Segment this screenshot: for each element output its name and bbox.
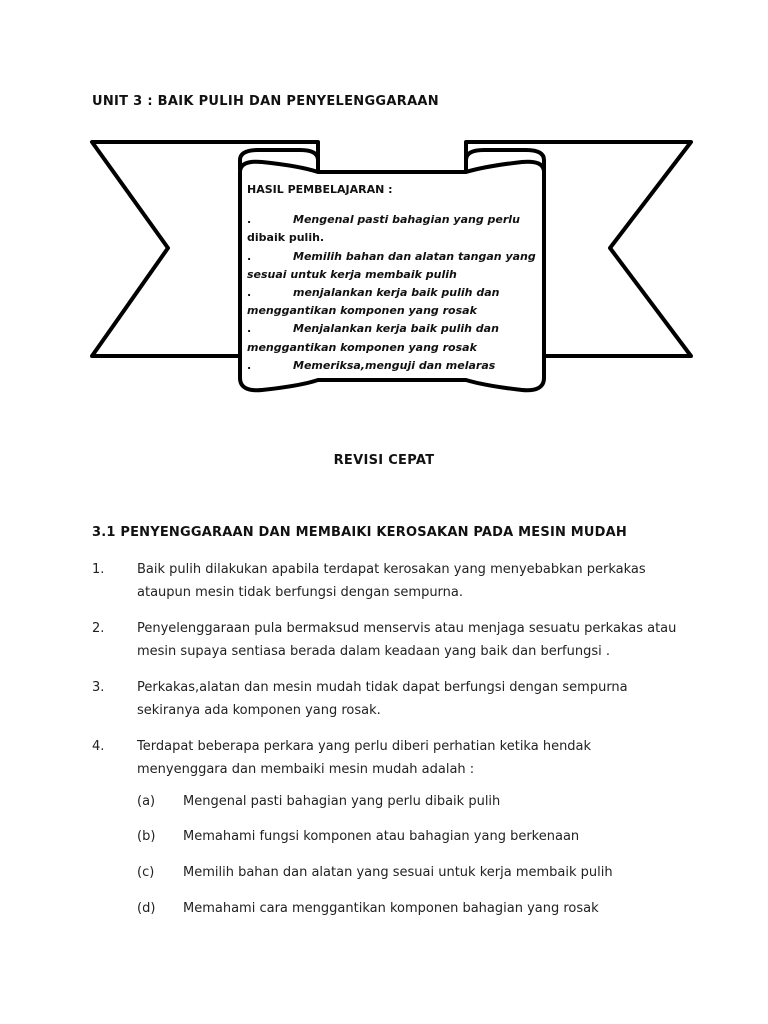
point-line: ataupun mesin tidak berfungsi dengan sempurna. xyxy=(137,585,464,600)
point-line: Terdapat beberapa perkara yang perlu diberi perhatian ketika hendak xyxy=(137,739,592,754)
bullet: . xyxy=(247,358,252,372)
point-line: Perkakas,alatan dan mesin mudah tidak dapat berfungsi dengan sempurna xyxy=(137,680,628,695)
sub-point-letter: (c) xyxy=(137,865,155,880)
point-line: menyenggara dan membaiki mesin mudah adalah : xyxy=(137,762,475,777)
unit-title: UNIT 3 : BAIK PULIH DAN PENYELENGGARAAN xyxy=(92,94,439,109)
point-number: 1. xyxy=(92,562,105,577)
sub-point-letter: (b) xyxy=(137,829,156,844)
learning-outcome-text: dibaik pulih. xyxy=(247,231,325,245)
bullet: . xyxy=(247,286,252,300)
learning-outcome-item xyxy=(247,211,537,247)
bullet: . xyxy=(247,322,252,336)
revisi-cepat-heading: REVISI CEPAT xyxy=(333,453,435,468)
learning-outcome-item xyxy=(247,357,537,375)
learning-outcomes-box xyxy=(247,181,537,375)
point-line: Penyelenggaraan pula bermaksud menservis atau menjaga sesuatu perkakas atau xyxy=(137,621,677,636)
section-heading: 3.1 PENYENGGARAAN DAN MEMBAIKI KEROSAKAN PADA MESIN MUDAH xyxy=(92,525,628,540)
learning-outcome-text: menggantikan komponen yang rosak xyxy=(247,304,477,318)
learning-outcome-text: Memilih bahan dan alatan tangan yang xyxy=(293,249,536,263)
point-line: sekiranya ada komponen yang rosak. xyxy=(137,703,381,718)
learning-outcome-item xyxy=(247,248,537,284)
learning-outcome-item xyxy=(247,284,537,320)
learning-outcome-text: Menjalankan kerja baik pulih dan xyxy=(293,322,499,336)
learning-outcome-text: menggantikan komponen yang rosak xyxy=(247,340,477,354)
learning-outcome-item xyxy=(247,320,537,356)
point-number: 4. xyxy=(92,739,105,754)
sub-point-text: Mengenal pasti bahagian yang perlu dibaik pulih xyxy=(183,794,501,809)
point-number: 3. xyxy=(92,680,105,695)
sub-point-text: Memahami cara menggantikan komponen bahagian yang rosak xyxy=(183,901,599,916)
bullet: . xyxy=(247,249,252,263)
point-line: mesin supaya sentiasa berada dalam keadaan yang baik dan berfungsi . xyxy=(137,644,611,659)
sub-point-text: Memilih bahan dan alatan yang sesuai untuk kerja membaik pulih xyxy=(183,865,613,880)
learning-outcomes-heading: HASIL PEMBELAJARAN : xyxy=(247,183,393,196)
point-text xyxy=(137,676,697,722)
learning-outcome-text: menjalankan kerja baik pulih dan xyxy=(293,286,500,300)
sub-point-letter: (d) xyxy=(137,901,156,916)
point-line: Baik pulih dilakukan apabila terdapat kerosakan yang menyebabkan perkakas xyxy=(137,562,646,577)
bullet: . xyxy=(247,213,252,227)
learning-outcome-text: Memeriksa,menguji dan melaras xyxy=(293,358,496,372)
point-text xyxy=(137,617,697,663)
point-number: 2. xyxy=(92,621,105,636)
sub-point-letter: (a) xyxy=(137,794,156,809)
learning-outcome-text: Mengenal pasti bahagian yang perlu xyxy=(293,213,520,227)
point-text xyxy=(137,735,697,781)
point-text xyxy=(137,558,697,604)
sub-point-text: Memahami fungsi komponen atau bahagian yang berkenaan xyxy=(183,829,580,844)
learning-outcome-text: sesuai untuk kerja membaik pulih xyxy=(247,267,457,281)
